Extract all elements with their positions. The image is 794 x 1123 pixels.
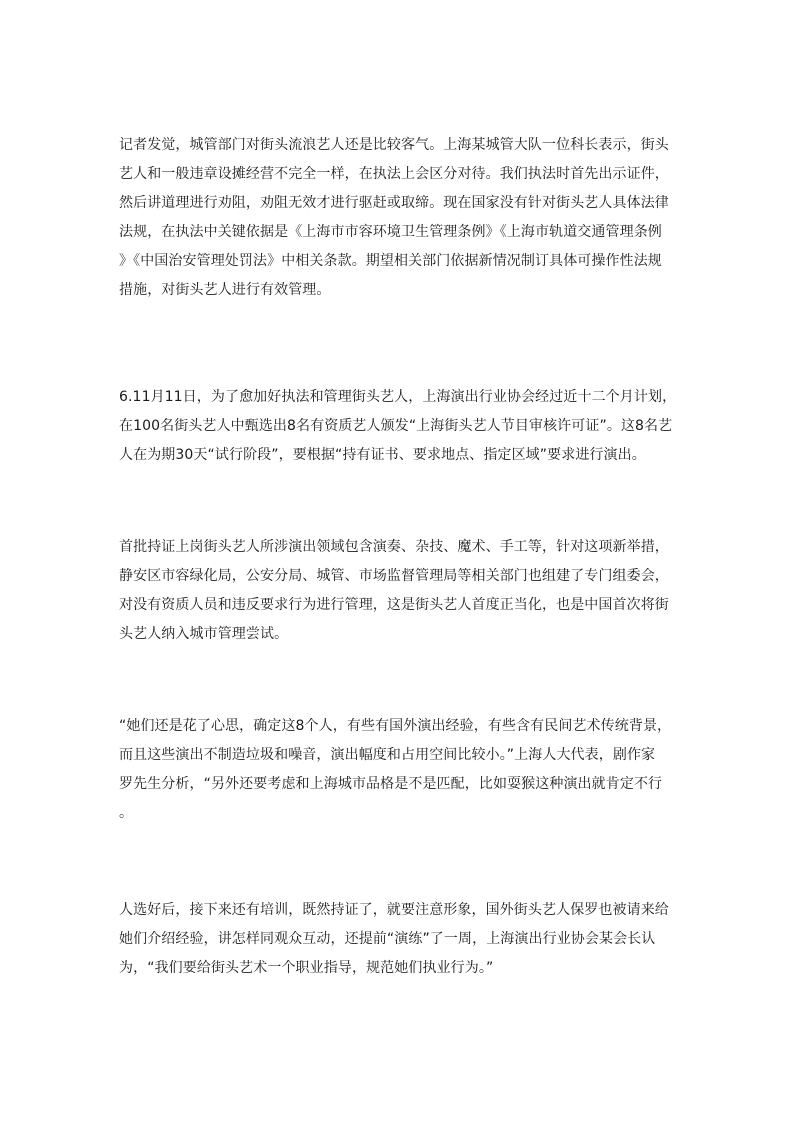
text-line: 》《中国治安管理处罚法》中相关条款。期望相关部门依据新情况制订具体可操作性法规 [119,253,662,269]
text-line: 。 [119,805,134,821]
paragraph-2 [119,383,679,470]
text-line: 首批持证上岗街头艺人所涉演出领域包含演奏、杂技、魔术、手工等，针对这项新举措， [119,539,669,555]
text-line: 6.11月11日，为了愈加好执法和管理街头艺人，上海演出行业协会经过近十二个月计划， [119,389,677,405]
paragraph-3 [119,533,679,649]
text-line: 在100名街头艺人中甄选出8名有资质艺人颁发“上海街头艺人节目审核许可证”。这8名艺 [119,418,673,434]
paragraph-1 [119,131,679,305]
text-line: 法规，在执法中关键依据是《上海市市容环境卫生管理条例》《上海市轨道交通管理条例 [119,224,662,240]
text-line: 静安区市容绿化局，公安分局、城管、市场监督管理局等相关部门也组建了专门组委会， [119,568,669,584]
text-line: 头艺人纳入城市管理尝试。 [119,626,289,642]
text-line: 然后讲道理进行劝阻，劝阻无效才进行驱赶或取缔。现在国家没有针对街头艺人具体法律 [119,195,669,211]
text-line: 记者发觉，城管部门对街头流浪艺人还是比较客气。上海某城管大队一位科长表示，街头 [119,137,669,153]
text-line: 艺人和一般违章设摊经营不完全一样，在执法上会区分对待。我们执法时首先出示证件， [119,166,669,182]
text-line: 她们介绍经验，讲怎样同观众互动，还提前“演练”了一周，上海演出行业协会某会长认 [119,931,656,947]
text-line: 人在为期30天“试行阶段”，要根据“持有证书、要求地点、指定区域”要求进行演出。 [119,447,646,463]
text-line: “她们还是花了心思，确定这8个人，有些有国外演出经验，有些含有民间艺术传统背景， [119,718,672,734]
paragraph-4 [119,712,679,828]
text-line: 而且这些演出不制造垃圾和噪音，演出幅度和占用空间比较小。”上海人大代表，剧作家 [119,747,656,763]
paragraph-5 [119,896,679,983]
text-line: 罗先生分析，“另外还要考虑和上海城市品格是不是匹配，比如耍猴这种演出就肯定不行 [119,776,663,792]
text-line: 人选好后，接下来还有培训，既然持证了，就要注意形象，国外街头艺人保罗也被请来给 [119,902,669,918]
text-line: 为，“我们要给街头艺术一个职业指导，规范她们执业行为。” [119,960,494,976]
text-line: 对没有资质人员和违反要求行为进行管理，这是街头艺人首度正当化，也是中国首次将街 [119,597,669,613]
text-line: 措施，对街头艺人进行有效管理。 [119,282,331,298]
